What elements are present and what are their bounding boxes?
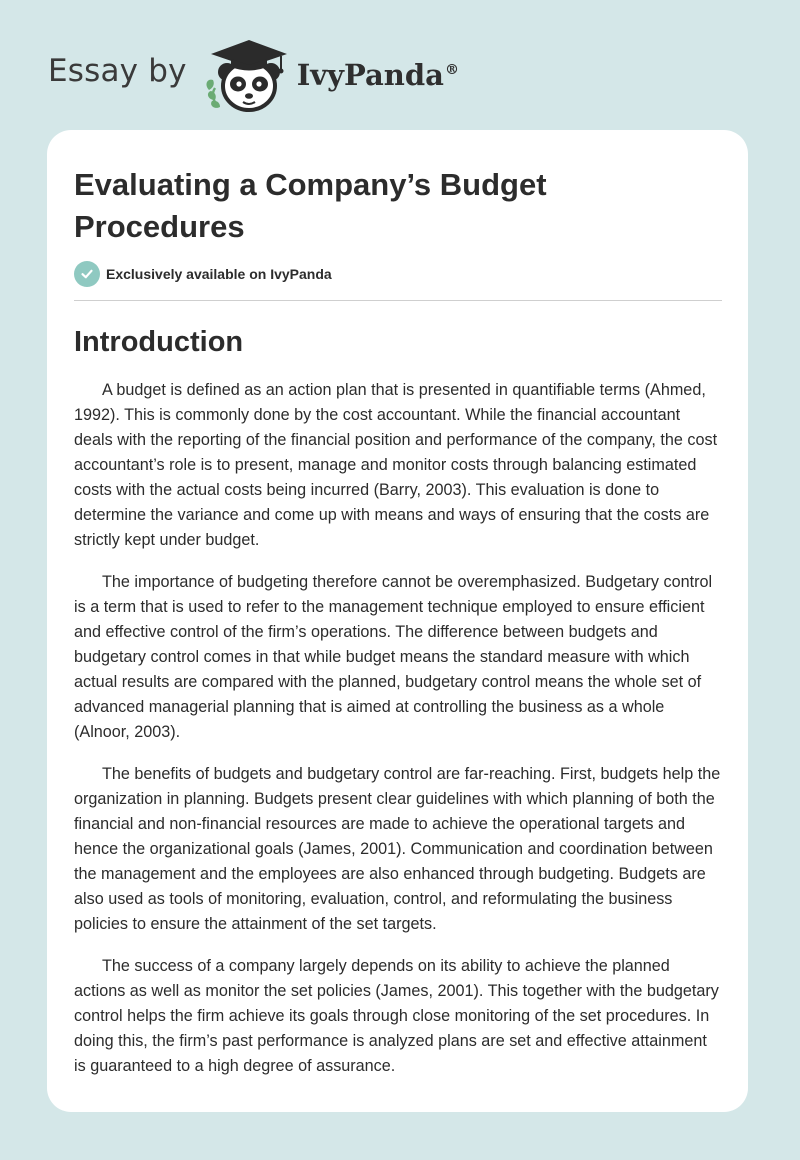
brand-name: IvyPanda®	[296, 58, 459, 92]
essay-by-label: Essay by	[48, 53, 187, 89]
paragraph: The success of a company largely depends on its ability to achieve the planned actions as well as monitor the set policies (James, 2001). This together with the budgetary control helps the firm achieve its goals through close monitoring of the set procedures. In doing this, the firm’s past performance is analyzed plans are set and effective attainment is guaranteed to a high degree of assurance.	[74, 957, 719, 1075]
paragraph: A budget is defined as an action plan that is presented in quantifiable terms (Ahmed, 1992). This is commonly done by the cost accountant. While the financial accountant deals with the reporting of the financial position and performance of the company, the cost accountant’s role is to present, manage and monitor costs through balancing estimated costs with the actual costs being incurred (Barry, 2003). This evaluation is done to determine the variance and come up with means and ways of ensuring that the costs are strictly kept under budget.	[74, 381, 718, 549]
paragraph: The benefits of budgets and budgetary control are far-reaching. First, budgets help the organization in planning. Budgets present clear guidelines with which planning of both the financial and non-financial resources are made to achieve the operational targets and hence the organizational goals (James, 2001). Communication and coordination between the management and the employees are also enhanced through budgeting. Budgets are also used as tools of monitoring, evaluation, control, and reformulating the business policies to ensure the attainment of the set targets.	[74, 765, 721, 933]
exclusive-badge-label: Exclusively available on IvyPanda	[106, 266, 332, 282]
essay-title: Evaluating a Company’s Budget Procedures	[74, 167, 547, 244]
panda-logo-icon	[201, 34, 293, 114]
checkmark-icon	[74, 261, 100, 287]
registered-mark: ®	[444, 62, 459, 79]
site-header	[48, 34, 459, 114]
essay-card	[47, 130, 748, 1112]
exclusive-badge	[74, 261, 722, 287]
section-heading: Introduction	[74, 326, 244, 358]
paragraph: The importance of budgeting therefore cannot be overemphasized. Budgetary control is a term that is used to refer to the management technique employed to ensure efficient and effective control of the firm’s operations. The difference between budgets and budgetary control comes in that while budget means the standard measure with which actual results are compared with the planned, budgetary control means the whole set of advanced managerial planning that is aimed at controlling the business as a whole (Alnoor, 2003).	[74, 573, 713, 741]
divider	[74, 300, 722, 301]
